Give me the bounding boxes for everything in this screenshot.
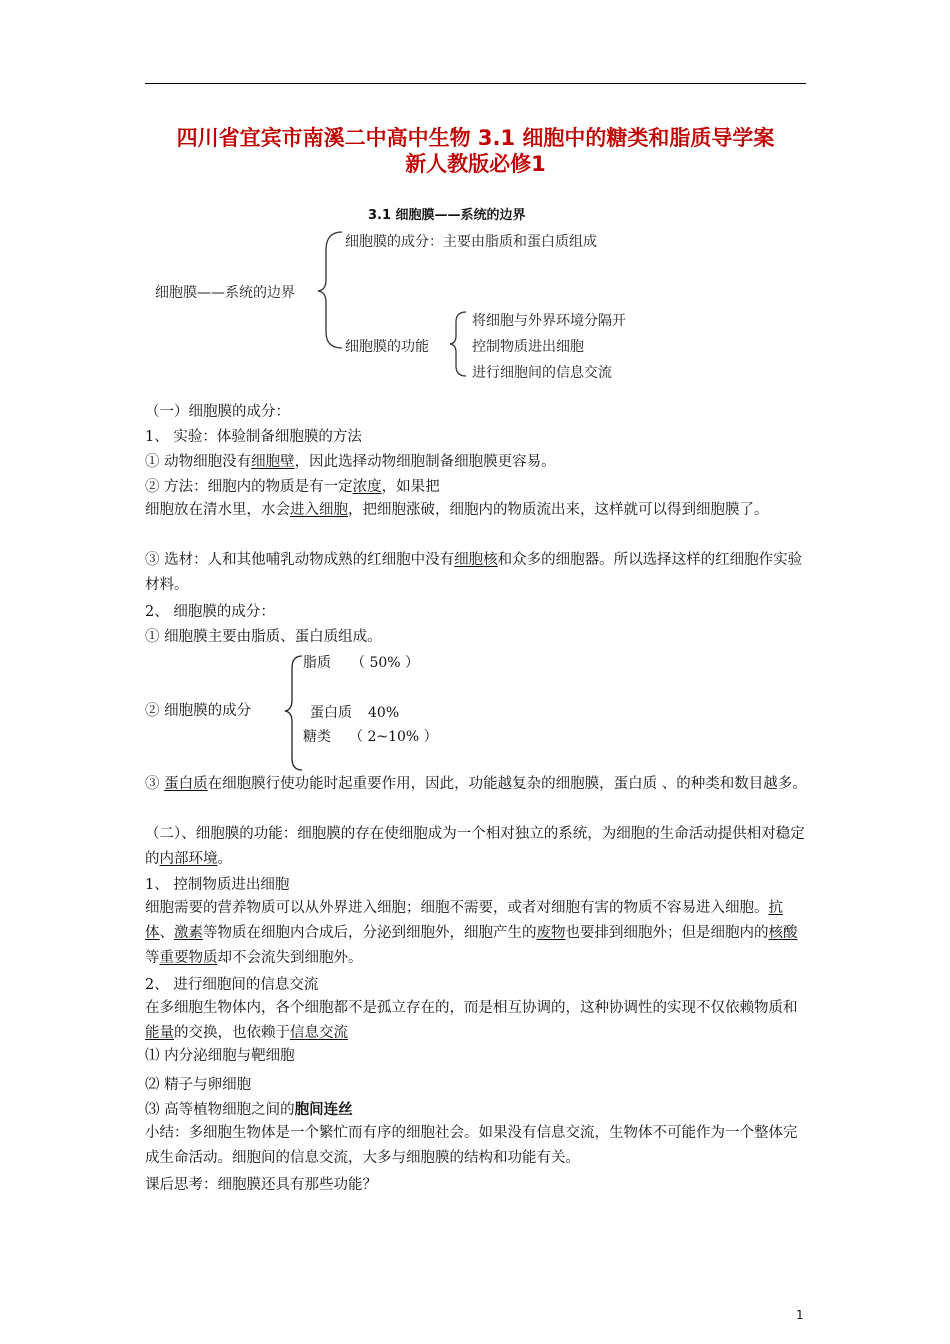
after-class-question: 课后思考：细胞膜还具有那些功能？	[145, 1177, 377, 1193]
blank-enter-cell: 进入细胞	[290, 502, 348, 518]
blank-protein: 蛋白质	[164, 776, 208, 792]
part1-heading: （一）细胞膜的成分：	[145, 404, 290, 420]
diagram-function-1: 将细胞与外界环境分隔开	[472, 313, 626, 329]
blank-nucleus: 细胞核	[454, 552, 498, 568]
blank-energy: 能量	[145, 1025, 174, 1041]
component-sugar: 糖类 （ 2~10% ）	[303, 729, 438, 745]
diagram-braces	[0, 0, 950, 420]
summary-paragraph: 小结：多细胞生物体是一个繁忙而有序的细胞社会。如果没有信息交流，生物体不可能作为一个整体完成生命活动。细胞间的信息交流，大多与细胞膜的结构和功能有关。	[145, 1125, 798, 1166]
paragraph-method-cont: 细胞放在清水里，水会进入细胞，把细胞涨破，细胞内的物质流出来，这样就可以得到细胞膜了。	[145, 502, 769, 518]
function1-heading: 1、 控制物质进出细胞	[145, 877, 290, 893]
blank-nucleic-acid: 核酸	[768, 925, 798, 941]
component-protein: 蛋白质 40%	[310, 705, 400, 721]
blank-antibody: 抗体	[145, 900, 783, 941]
diagram-root: 细胞膜——系统的边界	[155, 285, 295, 301]
example-sperm-egg: ⑵ 精子与卵细胞	[145, 1077, 252, 1093]
example-endocrine: ⑴ 内分泌细胞与靶细胞	[145, 1048, 295, 1064]
blank-concentration: 浓度	[352, 479, 382, 495]
blank-important-substance: 重要物质	[159, 950, 218, 966]
paragraph-cell-wall: ① 动物细胞没有细胞壁，因此选择动物细胞制备细胞膜更容易。	[145, 454, 556, 470]
example-plasmodesmata: ⑶ 高等植物细胞之间的胞间连丝	[145, 1101, 353, 1118]
function2-heading: 2、 进行细胞间的信息交流	[145, 977, 319, 993]
components-heading: 2、 细胞膜的成分：	[145, 604, 275, 620]
paragraph-main-components: ① 细胞膜主要由脂质、蛋白质组成。	[145, 629, 382, 645]
document-title-line1: 四川省宜宾市南溪二中高中生物 3.1 细胞中的糖类和脂质导学案	[176, 126, 775, 150]
diagram-title: 3.1 细胞膜——系统的边界	[368, 208, 526, 223]
function-brace	[450, 312, 466, 376]
blank-waste: 废物	[536, 925, 566, 941]
component-lipid: 脂质 （ 50% ）	[303, 655, 420, 671]
blank-info-exchange: 信息交流	[290, 1025, 348, 1041]
paragraph-protein: ③ 蛋白质在细胞膜行使功能时起重要作用，因此，功能越复杂的细胞膜，蛋白质 、的种类和数目越多。	[145, 776, 807, 792]
paragraph-communication: 在多细胞生物体内，各个细胞都不是孤立存在的，而是相互协调的，这种协调性的实现不仅依赖物质和能量的交换，也依赖于信息交流	[145, 1000, 798, 1041]
document-title-line2: 新人教版必修1	[405, 152, 546, 176]
diagram-function-2: 控制物质进出细胞	[472, 339, 584, 355]
experiment-heading: 1、 实验：体验制备细胞膜的方法	[145, 429, 362, 445]
paragraph-transport: 细胞需要的营养物质可以从外界进入细胞；细胞不需要，或者对细胞有害的物质不容易进入细胞。抗体、激素等物质在细胞内合成后，分泌到细胞外，细胞产生的废物也要排到细胞外；但是细胞内的核酸等重要物质却不会流失到细胞外。	[145, 900, 798, 966]
diagram-function-3: 进行细胞间的信息交流	[472, 365, 612, 381]
term-plasmodesmata: 胞间连丝	[294, 1101, 353, 1118]
blank-internal-env: 内部环境	[159, 851, 218, 867]
paragraph-method: ② 方法：细胞内的物质是有一定浓度，如果把	[145, 479, 440, 495]
blank-cell-wall: 细胞壁	[251, 454, 295, 470]
diagram-component-node: 细胞膜的成分：主要由脂质和蛋白质组成	[345, 234, 597, 250]
part2-intro: （二）、细胞膜的功能：细胞膜的存在使细胞成为一个相对独立的系统，为细胞的生命活动提供相对稳定的内部环境。	[145, 826, 805, 867]
paragraph-material: ③ 选材：人和其他哺乳动物成熟的红细胞中没有细胞核和众多的细胞器。所以选择这样的红细胞作实验材料。	[145, 552, 803, 593]
page-number: 1	[796, 1308, 804, 1322]
components-label: ② 细胞膜的成分	[145, 703, 252, 719]
main-brace	[318, 232, 342, 348]
diagram-function-node: 细胞膜的功能	[345, 339, 429, 355]
blank-hormone: 激素	[174, 925, 203, 941]
